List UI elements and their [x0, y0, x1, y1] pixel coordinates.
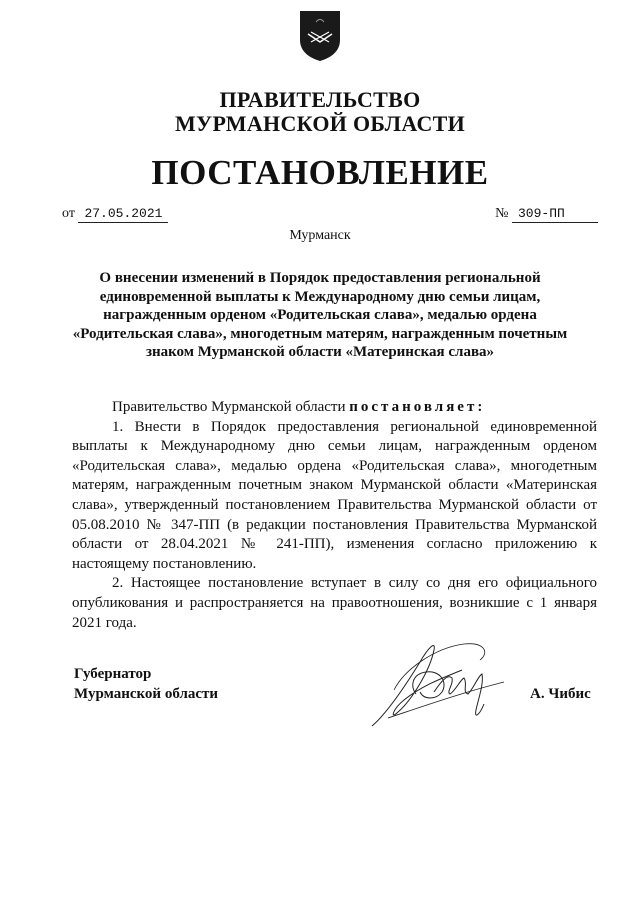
- coat-of-arms-icon: [296, 8, 344, 62]
- document-number-row: [495, 206, 598, 223]
- document-type-title: ПОСТАНОВЛЕНИЕ: [151, 153, 489, 192]
- government-title-line2: МУРМАНСКОЙ ОБЛАСТИ: [174, 111, 466, 136]
- signer-name: А. Чибис: [530, 686, 591, 702]
- document-number: 309-ПП: [512, 206, 598, 223]
- clause-1: 1. Внести в Порядок предоставления региональной единовременной выплаты к Международному дню семьи лицам, награжденным орденом «Родительская слава», медалью ордена «Родительская слава», многодетным матерям, награжденным почетным знаком Мурманской области «Материнская слава», утвержденный постановлением Правительства Мурманской области от 05.08.2010 № 347-ПП (в редакции постановления Правительства Мурманской области от 28.04.2021 № 241-ПП), изменения согласно приложению к настоящему постановлению.: [72, 418, 597, 572]
- preamble-text: Правительство Мурманской области: [112, 399, 350, 415]
- preamble: [72, 398, 597, 418]
- date-prefix: от: [62, 206, 75, 221]
- document-body: [72, 398, 597, 633]
- document-subject: О внесении изменений в Порядок предоставления региональной единовременной выплаты к Международному дню семьи лицам, награжденным орденом «Родительская слава», медалью ордена «Родительская слава», многодетным матерям, награжденным почетным знаком Мурманской области «Материнская слава»: [72, 270, 568, 361]
- preamble-keyword: постановляет:: [349, 399, 486, 415]
- number-prefix: №: [495, 206, 509, 221]
- document-date-row: [62, 206, 168, 223]
- document-date: 27.05.2021: [78, 206, 168, 223]
- signatory-position-line1: Губернатор: [74, 666, 152, 682]
- government-title-line1: ПРАВИТЕЛЬСТВО: [219, 87, 421, 112]
- handwritten-signature: [364, 630, 514, 738]
- document-city: Мурманск: [289, 228, 351, 243]
- clause-2: 2. Настоящее постановление вступает в силу со дня его официального опубликования и распространяется на правоотношения, возникшие с 1 января 2021 года.: [72, 575, 597, 631]
- signatory-position-line2: Мурманской области: [74, 686, 219, 702]
- signatory-position: [74, 664, 218, 704]
